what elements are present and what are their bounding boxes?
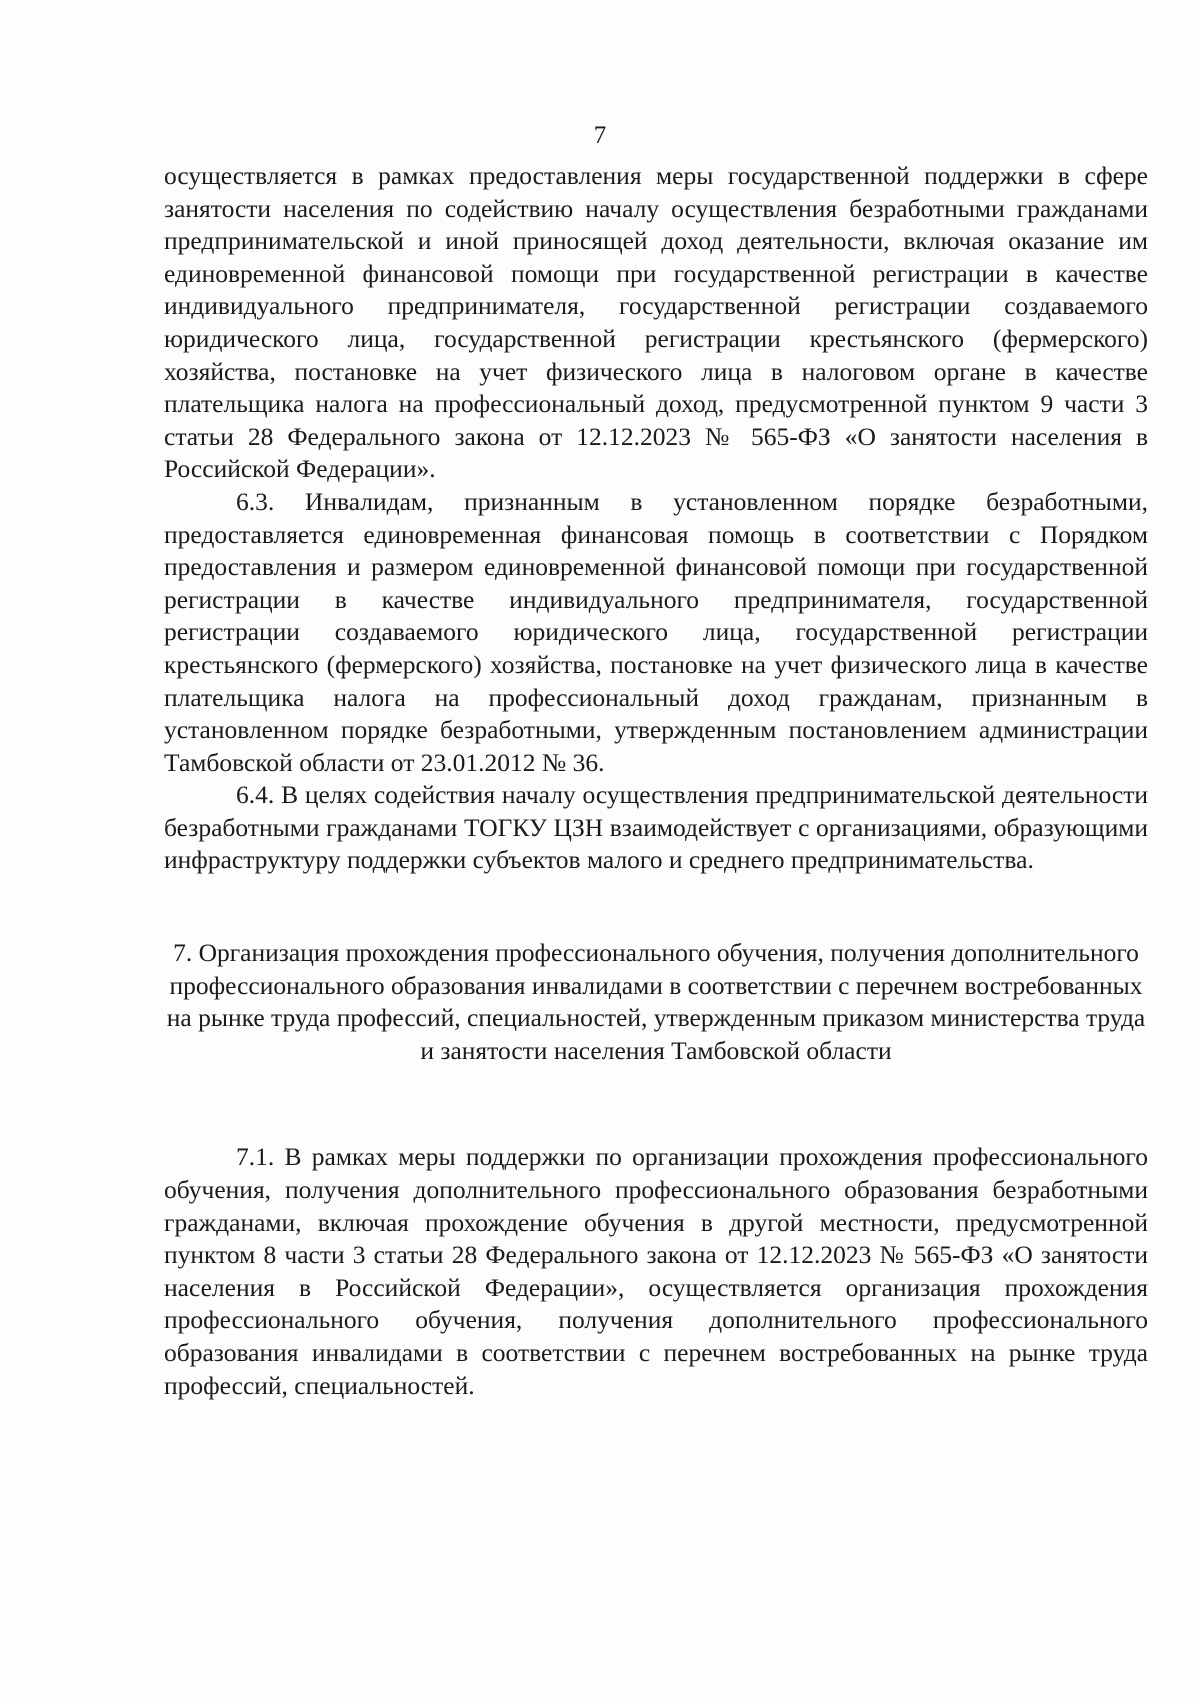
- paragraph-7-1: 7.1. В рамках меры поддержки по организации прохождения профессионального обучения, получения дополнительного профессионального образования безработными гражданами, включая прохождение обучения в другой местности, предусмотренной пунктом 8 части 3 статьи 28 Федерального закона от 12.12.2023 № 565-ФЗ «О занятости населения в Российской Федерации», осуществляется организация прохождения профессионального обучения, получения дополнительного профессионального образования инвалидами в соответствии с перечнем востребованных на рынке труда профессий, специальностей.: [164, 1142, 1148, 1400]
- paragraph-6-3: 6.3. Инвалидам, признанным в установленном порядке безработными, предоставляется единовременная финансовая помощь в соответствии с Порядком предоставления и размером единовременной финансовой помощи при государственной регистрации в качестве индивидуального предпринимателя, государственной регистрации создаваемого юридического лица, государственной регистрации крестьянского (фермерского) хозяйства, постановке на учет физического лица в качестве плательщика налога на профессиональный доход гражданам, признанным в установленном порядке безработными, утвержденным постановлением администрации Тамбовской области от 23.01.2012 № 36.: [164, 486, 1148, 777]
- page-number: 7: [593, 122, 607, 149]
- document-body: [164, 160, 1148, 1402]
- paragraph-6-4: 6.4. В целях содействия началу осуществления предпринимательской деятельности безработными гражданами ТОГКУ ЦЗН взаимодействует с организациями, образующими инфраструктуру поддержки субъектов малого и среднего предпринимательства.: [164, 780, 1148, 875]
- section-7-heading: 7. Организация прохождения профессионального обучения, получения дополнительного профессионального образования инвалидами в соответствии с перечнем востребованных на рынке труда профессий, специальностей, утвержденным приказом министерства труда и занятости населения Тамбовской области: [166, 938, 1146, 1065]
- paragraph-continuation: осуществляется в рамках предоставления меры государственной поддержки в сфере занятости населения по содействию началу осуществления безработными гражданами предпринимательской и иной приносящей доход деятельности, включая оказание им единовременной финансовой помощи при государственной регистрации в качестве индивидуального предпринимателя, государственной регистрации создаваемого юридического лица, государственной регистрации крестьянского (фермерского) хозяйства, постановке на учет физического лица в налоговом органе в качестве плательщика налога на профессиональный доход, предусмотренной пунктом 9 части 3 статьи 28 Федерального закона от 12.12.2023 № 565-ФЗ «О занятости населения в Российской Федерации».: [164, 161, 1148, 484]
- heading-spacer: [164, 1067, 1148, 1141]
- section-spacer: [164, 877, 1148, 937]
